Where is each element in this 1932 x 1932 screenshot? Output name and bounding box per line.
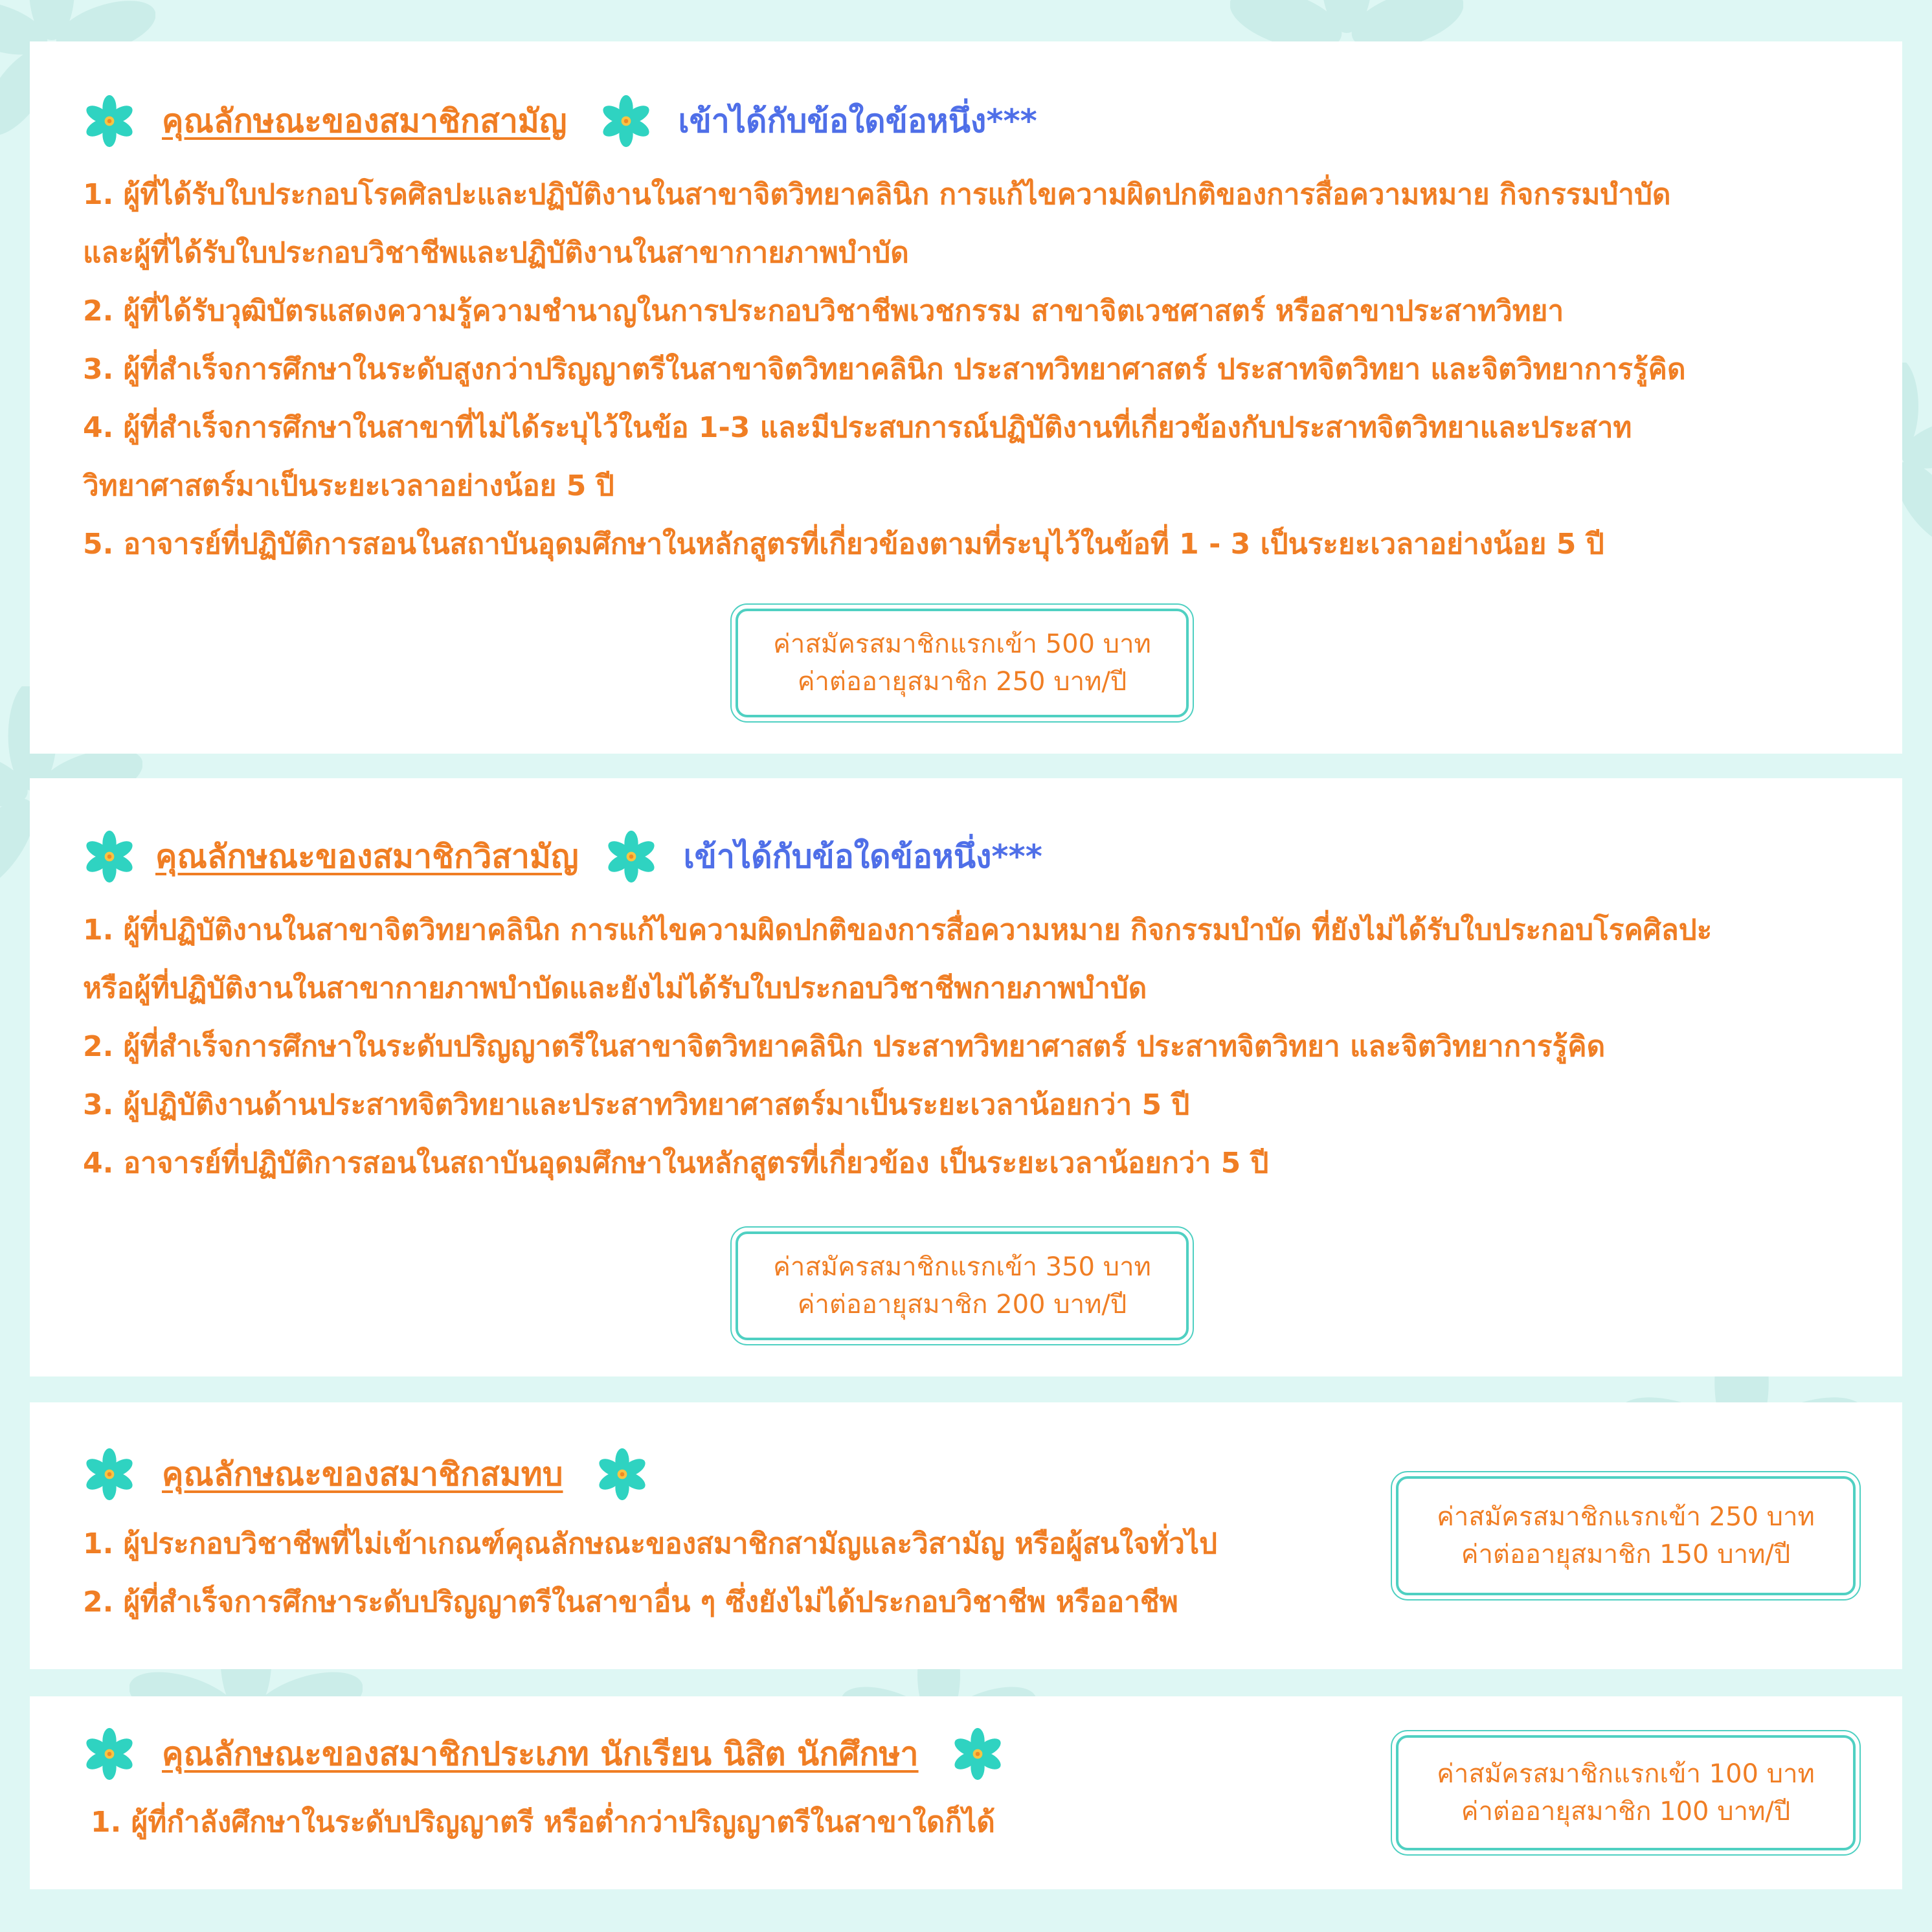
fee-entry: ค่าสมัครสมาชิกแรกเข้า 250 บาท (1437, 1502, 1815, 1532)
criteria-list (83, 166, 1837, 574)
section-title: คุณลักษณะของสมาชิกสมทบ (162, 1455, 563, 1493)
fee-renew: ค่าต่ออายุสมาชิก 100 บาท/ปี (1461, 1797, 1791, 1826)
flower-icon (600, 95, 653, 148)
list-item: 1. ผู้ที่ปฏิบัติงานในสาขาจิตวิทยาคลินิก การแก้ไขความผิดปกติของการสื่อความหมาย กิจกรรมบำบัด ที่ยังไม่ได้รับใบประกอบโรคศิลปะ (83, 914, 1713, 947)
section-title: คุณลักษณะของสมาชิกสามัญ (162, 102, 567, 140)
flower-icon (605, 830, 658, 883)
list-item: 3. ผู้ปฏิบัติงานด้านประสาทจิตวิทยาและประสาทวิทยาศาสตร์มาเป็นระยะเวลาน้อยกว่า 5 ปี (83, 1088, 1190, 1121)
fee-entry: ค่าสมัครสมาชิกแรกเข้า 350 บาท (773, 1252, 1151, 1282)
eligibility-note: เข้าได้กับข้อใดข้อหนึ่ง*** (683, 837, 1042, 875)
flower-icon (951, 1727, 1004, 1780)
section-heading (83, 95, 1037, 148)
extraordinary-member-card (30, 778, 1902, 1376)
fee-box (1396, 1735, 1856, 1850)
eligibility-note: เข้าได้กับข้อใดข้อหนึ่ง*** (678, 102, 1037, 140)
student-member-card (30, 1696, 1902, 1889)
flower-icon (83, 1727, 136, 1780)
section-title: คุณลักษณะของสมาชิกประเภท นักเรียน นิสิต นักศึกษา (162, 1735, 919, 1773)
list-item: 1. ผู้ประกอบวิชาชีพที่ไม่เข้าเกณฑ์คุณลักษณะของสมาชิกสามัญและวิสามัญ หรือผู้สนใจทั่วไป (83, 1527, 1218, 1560)
associate-member-card (30, 1402, 1902, 1669)
criteria-list (83, 1515, 1320, 1632)
section-heading (83, 1727, 1004, 1780)
list-item: 4. อาจารย์ที่ปฏิบัติการสอนในสถาบันอุดมศึกษาในหลักสูตรที่เกี่ยวข้อง เป็นระยะเวลาน้อยกว่า 5 ปี (83, 1147, 1269, 1180)
fee-box (1396, 1476, 1856, 1595)
fee-entry: ค่าสมัครสมาชิกแรกเข้า 100 บาท (1437, 1759, 1815, 1789)
list-item: 4. ผู้ที่สำเร็จการศึกษาในสาขาที่ไม่ได้ระบุไว้ในข้อ 1-3 และมีประสบการณ์ปฏิบัติงานที่เกี่ยวข้องกับประสาทจิตวิทยาและประสาท (83, 411, 1632, 444)
fee-entry: ค่าสมัครสมาชิกแรกเข้า 500 บาท (773, 629, 1151, 659)
fee-box (736, 609, 1189, 717)
list-item: 3. ผู้ที่สำเร็จการศึกษาในระดับสูงกว่าปริญญาตรีในสาขาจิตวิทยาคลินิก ประสาทวิทยาศาสตร์ ประสาทจิตวิทยา และจิตวิทยาการรู้คิด (83, 353, 1686, 386)
list-item: 5. อาจารย์ที่ปฏิบัติการสอนในสถาบันอุดมศึกษาในหลักสูตรที่เกี่ยวข้องตามที่ระบุไว้ในข้อที่ 1 - 3 เป็นระยะเวลาอย่างน้อย 5 ปี (83, 528, 1604, 561)
list-item: 2. ผู้ที่สำเร็จการศึกษาระดับปริญญาตรีในสาขาอื่น ๆ ซึ่งยังไม่ได้ประกอบวิชาชีพ หรืออาชีพ (83, 1586, 1178, 1619)
list-item: 2. ผู้ที่ได้รับวุฒิบัตรแสดงความรู้ความชำนาญในการประกอบวิชาชีพเวชกรรม สาขาจิตเวชศาสตร์ หรือสาขาประสาทวิทยา (83, 295, 1564, 328)
ordinary-member-card (30, 41, 1902, 754)
section-title: คุณลักษณะของสมาชิกวิสามัญ (155, 837, 579, 875)
list-item: 1. ผู้ที่ได้รับใบประกอบโรคศิลปะและปฏิบัติงานในสาขาจิตวิทยาคลินิก การแก้ไขความผิดปกติของการสื่อความหมาย กิจกรรมบำบัด (83, 178, 1671, 211)
fee-renew: ค่าต่ออายุสมาชิก 200 บาท/ปี (797, 1290, 1127, 1320)
list-item: 2. ผู้ที่สำเร็จการศึกษาในระดับปริญญาตรีในสาขาจิตวิทยาคลินิก ประสาทวิทยาศาสตร์ ประสาทจิตวิทยา และจิตวิทยาการรู้คิด (83, 1030, 1606, 1063)
list-item: 1. ผู้ที่กำลังศึกษาในระดับปริญญาตรี หรือต่ำกว่าปริญญาตรีในสาขาใดก็ได้ (91, 1806, 995, 1839)
list-item: หรือผู้ที่ปฏิบัติงานในสาขากายภาพบำบัดและยังไม่ได้รับใบประกอบวิชาชีพกายภาพบำบัด (83, 972, 1147, 1005)
criteria-list (91, 1793, 1320, 1852)
list-item: และผู้ที่ได้รับใบประกอบวิชาชีพและปฏิบัติงานในสาขากายภาพบำบัด (83, 236, 909, 269)
flower-icon (83, 830, 136, 883)
section-heading (83, 830, 1042, 883)
fee-renew: ค่าต่ออายุสมาชิก 250 บาท/ปี (797, 667, 1127, 697)
flower-icon (596, 1448, 649, 1501)
flower-icon (83, 1448, 136, 1501)
list-item: วิทยาศาสตร์มาเป็นระยะเวลาอย่างน้อย 5 ปี (83, 469, 614, 502)
criteria-list (83, 901, 1837, 1193)
flower-icon (83, 95, 136, 148)
section-heading (83, 1448, 649, 1501)
fee-box (736, 1231, 1189, 1340)
fee-renew: ค่าต่ออายุสมาชิก 150 บาท/ปี (1461, 1540, 1791, 1569)
